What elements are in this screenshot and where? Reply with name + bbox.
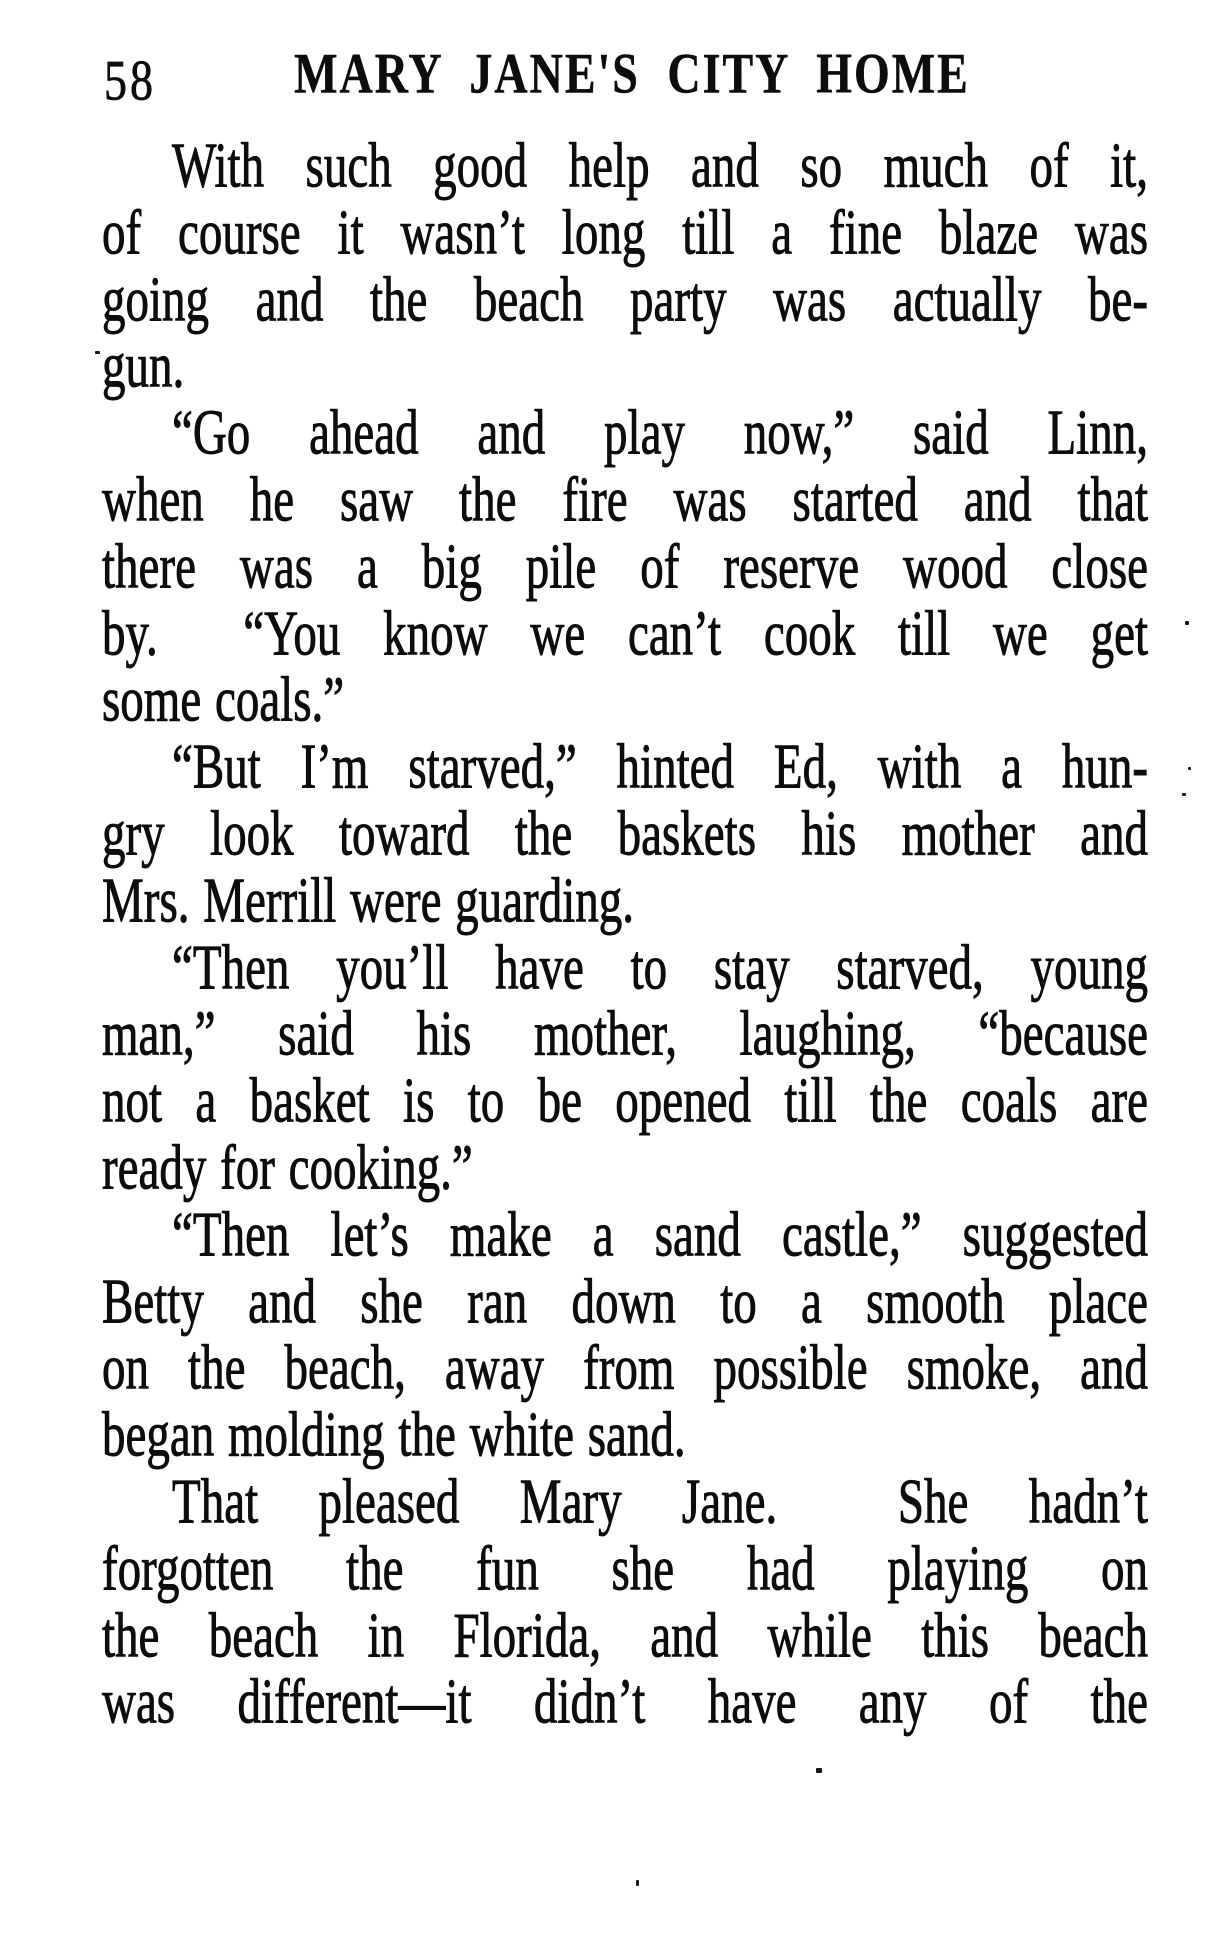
scan-speck [1182,793,1186,796]
text-line: Betty and she ran down to a smooth place [102,1266,1148,1337]
text-line: was different—it didn’t have any of the [102,1667,1148,1738]
page-body [102,130,1148,1741]
page-number: 58 [104,48,156,112]
text-line: began molding the white sand. [102,1399,686,1471]
running-title: MARY JANE'S CITY HOME [294,41,970,105]
text-line: forgotten the fun she had playing on [102,1533,1148,1605]
text-line: by. “You know we can’t cook till we get [102,598,1148,669]
text-line: gry look toward the baskets his mother and [102,798,1148,870]
text-line: on the beach, away from possible smoke, and [102,1333,1148,1404]
paragraph [102,731,1148,939]
scan-speck [95,351,100,354]
text-line: some coals.” [102,665,345,736]
text-line: when he saw the fire was started and that [102,464,1148,536]
text-line: That pleased Mary Jane. She hadn’t [172,1466,1148,1538]
scan-speck [816,1768,822,1773]
text-line: man,” said his mother, laughing, “because [102,999,1148,1070]
text-line: “Then let’s make a sand castle,” suggested [172,1199,1148,1271]
scan-speck [1188,767,1191,770]
text-line: gun. [102,331,185,402]
text-line: there was a big pile of reserve wood close [102,531,1148,603]
scan-speck [1185,621,1189,625]
text-line: going and the beach party was actually be- [102,264,1148,336]
text-line: With such good help and so much of it, [172,130,1148,202]
scan-speck [636,1880,639,1886]
text-line: “But I’m starved,” hinted Ed, with a hun- [172,731,1148,803]
paragraph [102,1466,1148,1741]
paragraph [102,932,1148,1207]
text-line: “Then you’ll have to stay starved, young [172,932,1148,1003]
text-line: ready for cooking.” [102,1132,473,1204]
paragraph [102,130,1148,405]
text-line: “Go ahead and play now,” said Linn, [172,397,1148,469]
text-line: of course it wasn’t long till a fine blaze was [102,197,1148,269]
text-line: the beach in Florida, and while this beach [102,1600,1148,1671]
paragraph [102,1199,1148,1474]
text-line: Mrs. Merrill were guarding. [102,865,634,937]
paragraph [102,397,1148,739]
text-line: not a basket is to be opened till the coals are [102,1065,1148,1137]
